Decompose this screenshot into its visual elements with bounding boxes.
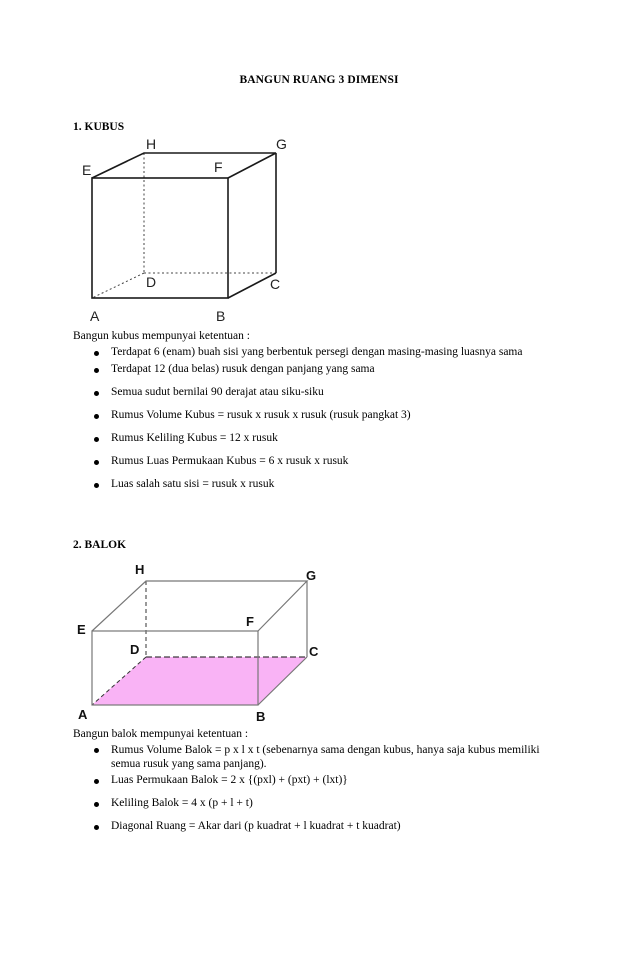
cuboid-base-fill (92, 657, 307, 705)
cube-label-h: H (146, 136, 157, 152)
page-title: BANGUN RUANG 3 DIMENSI (239, 74, 399, 86)
cuboid-figure (0, 550, 638, 725)
balok-properties-list (0, 743, 571, 832)
cuboid-label-g: G (306, 568, 317, 583)
cuboid-label-a: A (78, 707, 88, 722)
section-heading-balok: 2. BALOK (73, 539, 127, 551)
list-item: Rumus Keliling Kubus = 12 x rusuk (0, 432, 571, 444)
list-item: Semua sudut bernilai 90 derajat atau siku-siku (0, 386, 571, 398)
list-item: Luas Permukaan Balok = 2 x {(pxl) + (pxt) + (lxt)} (0, 774, 571, 786)
kubus-properties-list (0, 346, 571, 490)
cuboid-label-f: F (246, 614, 254, 629)
list-item: Diagonal Ruang = Akar dari (p kuadrat + l kuadrat + t kuadrat) (0, 820, 571, 832)
list-item: Rumus Volume Balok = p x l x t (sebenarnya sama dengan kubus, hanya saja kubus memiliki semua rusuk yang sama panjang). (0, 743, 541, 771)
cuboid-label-d: D (130, 642, 140, 657)
cube-label-d: D (146, 274, 157, 290)
list-item: Keliling Balok = 4 x (p + l + t) (0, 797, 571, 809)
list-item: Rumus Luas Permukaan Kubus = 6 x rusuk x rusuk (0, 455, 571, 467)
cuboid-label-h: H (135, 562, 145, 577)
balok-intro: Bangun balok mempunyai ketentuan : (73, 728, 249, 740)
list-item: Terdapat 6 (enam) buah sisi yang berbentuk persegi dengan masing-masing luasnya sama (0, 346, 571, 360)
cube-label-b: B (216, 308, 226, 324)
cube-label-g: G (276, 136, 287, 152)
cube-figure (0, 0, 638, 330)
cube-label-e: E (82, 162, 92, 178)
list-item: Rumus Volume Kubus = rusuk x rusuk x rusuk (rusuk pangkat 3) (0, 409, 571, 421)
list-item: Luas salah satu sisi = rusuk x rusuk (0, 478, 571, 490)
list-item: Terdapat 12 (dua belas) rusuk dengan panjang yang sama (0, 363, 571, 375)
kubus-intro: Bangun kubus mempunyai ketentuan : (73, 330, 250, 342)
cuboid-label-e: E (77, 622, 86, 637)
section-heading-kubus: 1. KUBUS (73, 121, 125, 133)
cube-label-f: F (214, 159, 223, 175)
cube-label-c: C (270, 276, 281, 292)
cuboid-label-c: C (309, 644, 319, 659)
cube-label-a: A (90, 308, 100, 324)
cuboid-label-b: B (256, 709, 266, 724)
